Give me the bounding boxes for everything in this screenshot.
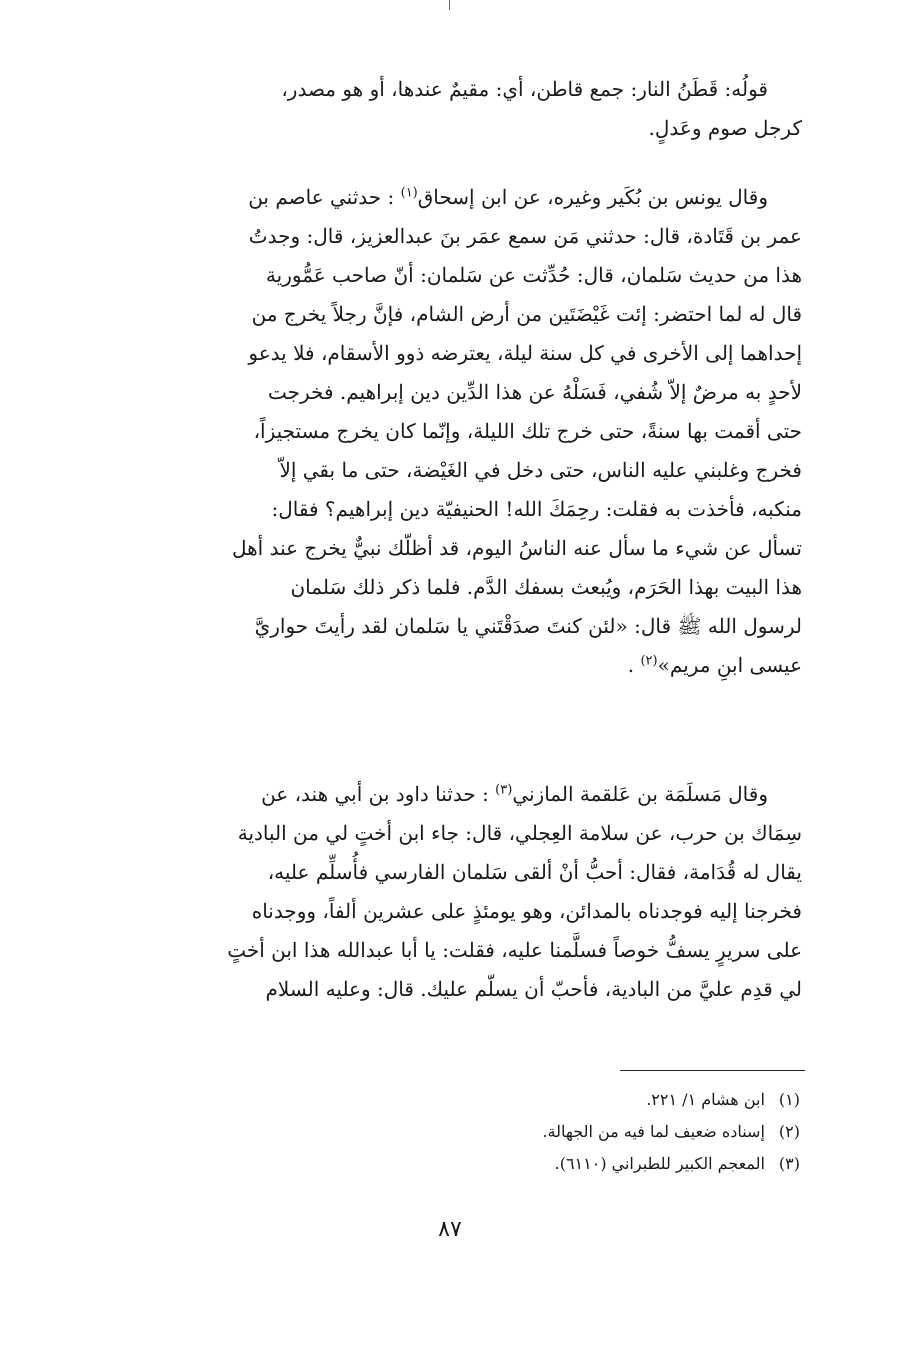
footnote-item: [300, 1084, 800, 1116]
text-line: فخرج وغلبني عليه الناس، حتى دخل في الغَيْضة، حتى ما بقي إلاّ: [279, 458, 802, 482]
text-line: لأحدٍ به مرضٌ إلاّ شُفي، فَسَلْهُ عن هذا الدِّين دين إبراهيم. فخرجت: [268, 380, 802, 404]
footnote-ref-2[interactable]: (٢): [640, 653, 658, 669]
text-line: لي قدِم عليَّ من البادية، فأحبّ أن يسلّم عليك. قال: وعليه السلام: [265, 977, 802, 1001]
text-line: قال له لما احتضر: إئت غَيْضَتَين من أرض الشام، فإنَّ رجلاً يخرج من: [251, 302, 802, 326]
text-line: سِمَاك بن حرب، عن سلامة العِجلي، قال: جاء ابن أختٍ لي من البادية: [237, 821, 802, 845]
text-line: قولُه: قَطَنُ النار: جمع قاطن، أي: مقيمٌ عندها، أو هو مصدر،: [281, 77, 768, 101]
footnote-number: (٢): [778, 1122, 800, 1141]
text-line: [138, 775, 802, 814]
text-segment: وقال يونس بن بُكَير وغيره، عن ابن إسحاق: [417, 185, 768, 209]
text-line: يقال له قُدَامة، فقال: أحبُّ أنْ ألقى سَلمان الفارسي فأُسلِّم عليه،: [267, 860, 802, 884]
footnote-number: (١): [778, 1090, 800, 1109]
footnote-text: ابن هشام ١/ ٢٢١.: [646, 1090, 765, 1109]
footnote-ref-3[interactable]: (٣): [495, 782, 513, 798]
page-number: ٨٧: [438, 1217, 462, 1242]
footnote-text: إسناده ضعيف لما فيه من الجهالة.: [542, 1122, 765, 1141]
top-center-mark: [449, 0, 450, 10]
text-line: تسأل عن شيء ما سأل عنه الناسُ اليوم، قد أظلّك نبيٌّ يخرج عند أهل: [231, 536, 802, 560]
text-line: [138, 646, 802, 685]
text-line: هذا من حديث سَلمان، قال: حُدِّثت عن سَلمان: أنّ صاحب عَمُّورية: [265, 263, 802, 287]
footnote-ref-1[interactable]: (١): [400, 185, 418, 201]
footnote-item: [300, 1148, 800, 1180]
text-line: هذا البيت بهذا الحَرَم، ويُبعث بسفك الدَّم. فلما ذكر ذلك سَلمان: [290, 575, 802, 599]
text-line: منكبه، فأخذت به فقلت: رحِمَكَ الله! الحنيفيّة دين إبراهيم؟ فقال:: [271, 497, 802, 521]
text-segment: وقال مَسلَمَة بن عَلقمة المازني: [512, 782, 768, 806]
text-line: حتى أقمت بها سنةً، حتى خرج تلك الليلة، وإنّما كان يخرج مستجيزاً،: [253, 419, 802, 443]
paragraph-1: [138, 70, 802, 148]
text-line: [138, 178, 802, 217]
footnote-text: المعجم الكبير للطبراني (٦١١٠).: [554, 1154, 765, 1173]
paragraph-2: [138, 178, 802, 685]
footnote-number: (٣): [778, 1154, 800, 1173]
text-line: فخرجنا إليه فوجدناه بالمدائن، وهو يومئذٍ على عشرين ألفاً، ووجدناه: [251, 899, 802, 923]
text-line: كرجل صوم وعَدلٍ.: [648, 116, 802, 140]
footnote-divider: [620, 1070, 805, 1071]
text-line: عمر بن قَتَادة، قال: حدثني مَن سمع عمَر بنَ عبدالعزيز، قال: وجدتُ: [248, 224, 802, 248]
paragraph-3: [138, 775, 802, 1009]
text-segment: .: [627, 653, 641, 677]
footnotes: [300, 1084, 800, 1180]
text-segment: : حدثني عاصم بن: [248, 185, 401, 209]
text-segment: : حدثنا داود بن أبي هند، عن: [261, 782, 496, 806]
text-line: على سريرٍ يسفُّ خوصاً فسلَّمنا عليه، فقلت: يا أبا عبدالله هذا ابن أختٍ: [227, 938, 802, 962]
footnote-item: [300, 1116, 800, 1148]
text-line: إحداهما إلى الأخرى في كل سنة ليلة، يعترضه ذوو الأسقام، فلا يدعو: [248, 341, 802, 365]
text-line: لرسول الله ﷺ قال: «لئن كنتَ صدَقْتَني يا سَلمان لقد رأيتَ حواريَّ: [254, 614, 802, 638]
text-segment: عيسى ابنِ مريم»: [657, 653, 802, 677]
